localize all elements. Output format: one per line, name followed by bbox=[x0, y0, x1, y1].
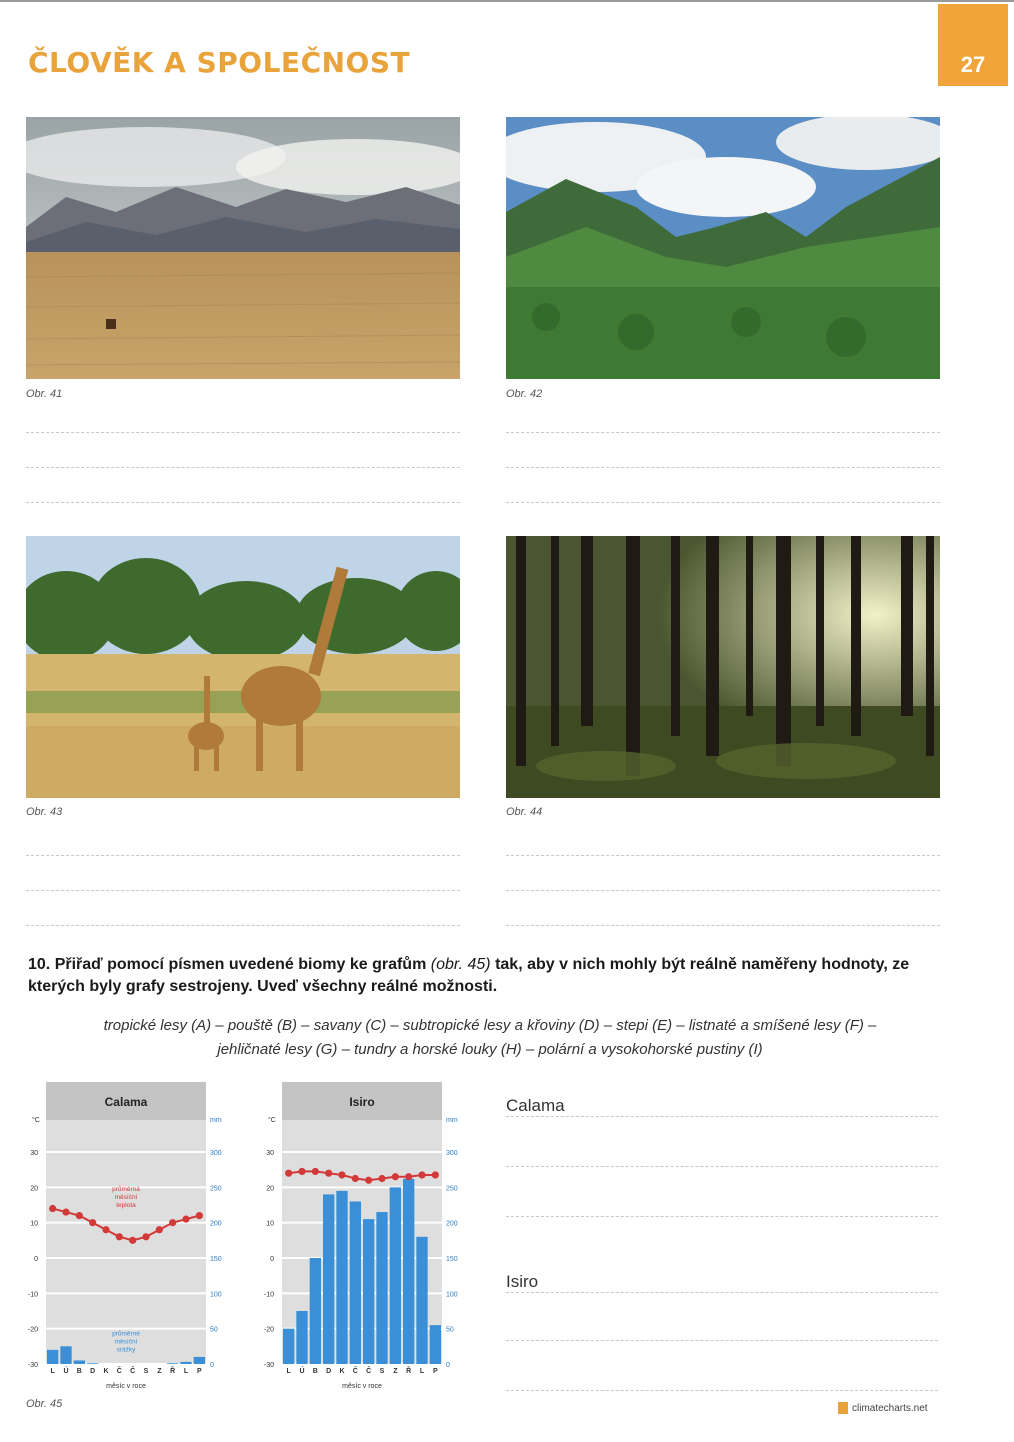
answer-line[interactable] bbox=[506, 855, 940, 856]
month-tick-label: Ř bbox=[170, 1368, 176, 1375]
month-tick-label: Č bbox=[366, 1368, 372, 1375]
temperature-point bbox=[352, 1175, 359, 1182]
precip-bar bbox=[180, 1362, 191, 1364]
month-tick-label: Ú bbox=[299, 1368, 305, 1375]
temperature-point bbox=[62, 1208, 69, 1215]
climatecharts-logo-icon bbox=[838, 1402, 848, 1414]
temp-tick-label: -30 bbox=[263, 1362, 274, 1369]
precip-tick-label: 300 bbox=[210, 1150, 222, 1157]
answer-line[interactable] bbox=[506, 1216, 938, 1217]
precipitation-series-label: průměrné bbox=[112, 1330, 140, 1338]
precip-bar bbox=[430, 1325, 441, 1364]
precip-bar bbox=[350, 1201, 361, 1364]
chart-title: Isiro bbox=[349, 1095, 375, 1109]
month-tick-label: K bbox=[103, 1368, 109, 1375]
answer-line[interactable] bbox=[26, 467, 460, 468]
precip-bar bbox=[60, 1346, 71, 1364]
task-figure-reference: (obr. 45) bbox=[430, 956, 491, 973]
answer-line[interactable] bbox=[26, 890, 460, 891]
temperature-point bbox=[378, 1175, 385, 1182]
precip-bar bbox=[194, 1357, 205, 1364]
precip-tick-label: 100 bbox=[446, 1291, 458, 1299]
climate-chart-svg bbox=[262, 1080, 470, 1396]
source-credit bbox=[838, 1402, 928, 1414]
temperature-point bbox=[116, 1233, 123, 1240]
precip-bar bbox=[310, 1258, 321, 1364]
precip-bar bbox=[390, 1187, 401, 1364]
precipitation-series-label: měsíční bbox=[114, 1338, 138, 1346]
task-10-instruction bbox=[28, 954, 948, 998]
answer-line[interactable] bbox=[26, 432, 460, 433]
precip-tick-label: 50 bbox=[210, 1326, 218, 1334]
biome-list-line: jehličnaté lesy (G) – tundry a horské louky (H) – polární a vysokohorské pustiny (I) bbox=[217, 1041, 763, 1058]
precip-tick-label: 0 bbox=[210, 1362, 214, 1369]
answer-line[interactable] bbox=[506, 925, 940, 926]
temperature-point bbox=[298, 1168, 305, 1175]
answer-line[interactable] bbox=[26, 502, 460, 503]
temp-tick-label: 30 bbox=[30, 1150, 38, 1157]
month-tick-label: Č bbox=[352, 1368, 358, 1375]
photo-caption: Obr. 42 bbox=[506, 388, 543, 400]
answer-line[interactable] bbox=[506, 432, 940, 433]
x-axis-label: měsíc v roce bbox=[106, 1383, 146, 1390]
temp-tick-label: 0 bbox=[270, 1256, 274, 1263]
precip-bar bbox=[87, 1363, 98, 1364]
answer-label-isiro: Isiro bbox=[506, 1272, 539, 1291]
precip-bar bbox=[323, 1194, 334, 1364]
temp-unit-label: °C bbox=[32, 1117, 40, 1124]
precip-tick-label: 300 bbox=[446, 1150, 458, 1157]
month-tick-label: D bbox=[326, 1368, 332, 1375]
temperature-series-label: měsíční bbox=[114, 1193, 138, 1201]
month-tick-label: L bbox=[50, 1368, 55, 1375]
temperature-series-label: průměrná bbox=[112, 1185, 140, 1193]
month-tick-label: L bbox=[183, 1368, 189, 1375]
month-tick-label: Č bbox=[130, 1368, 136, 1375]
answer-line[interactable] bbox=[506, 1292, 938, 1293]
precip-bar bbox=[167, 1363, 178, 1364]
precip-tick-label: 200 bbox=[446, 1220, 458, 1228]
month-tick-label: Ř bbox=[406, 1368, 412, 1375]
temperature-point bbox=[49, 1205, 56, 1212]
temp-unit-label: °C bbox=[268, 1117, 276, 1124]
temperature-point bbox=[432, 1171, 439, 1178]
precipitation-series-label: srážky bbox=[116, 1346, 136, 1354]
temperature-point bbox=[76, 1212, 83, 1219]
answer-label-calama: Calama bbox=[506, 1096, 565, 1115]
month-tick-label: Z bbox=[393, 1368, 398, 1375]
answer-line[interactable] bbox=[26, 925, 460, 926]
precip-bar bbox=[376, 1212, 387, 1364]
precip-bar bbox=[283, 1329, 294, 1364]
task-text: 10. Přiřaď pomocí písmen uvedené biomy ke grafům bbox=[28, 956, 427, 973]
month-tick-label: Z bbox=[157, 1368, 162, 1375]
figure-caption: Obr. 45 bbox=[26, 1398, 63, 1410]
temperature-point bbox=[418, 1171, 425, 1178]
biome-list-line: tropické lesy (A) – pouště (B) – savany (C) – subtropické lesy a křoviny (D) – stepi (E) – listnaté a smíšené lesy (F) – bbox=[103, 1017, 877, 1034]
precip-tick-label: 100 bbox=[210, 1291, 222, 1299]
month-tick-label: S bbox=[143, 1368, 149, 1375]
temperature-point bbox=[325, 1170, 332, 1177]
precip-unit-label: mm bbox=[210, 1117, 222, 1124]
precip-bar bbox=[336, 1191, 347, 1364]
temperature-point bbox=[89, 1219, 96, 1226]
answer-line[interactable] bbox=[506, 890, 940, 891]
month-tick-label: Č bbox=[116, 1368, 122, 1375]
temp-tick-label: -20 bbox=[263, 1326, 274, 1334]
task-text-rest: tak, aby v nich mohly být reálně naměřeny hodnoty, ze kterých byly grafy sestrojeny. Uveď všechny reálné možnosti. bbox=[28, 956, 910, 995]
precip-tick-label: 250 bbox=[210, 1185, 222, 1193]
precip-tick-label: 150 bbox=[210, 1256, 222, 1263]
temperature-point bbox=[405, 1173, 412, 1180]
climate-chart-isiro bbox=[262, 1080, 470, 1396]
photo-caption: Obr. 44 bbox=[506, 806, 543, 818]
precip-tick-label: 250 bbox=[446, 1185, 458, 1193]
temperature-point bbox=[312, 1168, 319, 1175]
photo-caption: Obr. 43 bbox=[26, 806, 63, 818]
photo-steppe bbox=[26, 117, 460, 379]
month-tick-label: B bbox=[312, 1368, 318, 1375]
temperature-point bbox=[142, 1233, 149, 1240]
temp-tick-label: 30 bbox=[266, 1150, 274, 1157]
temperature-point bbox=[129, 1237, 136, 1244]
temp-tick-label: 0 bbox=[34, 1256, 38, 1263]
temperature-point bbox=[102, 1226, 109, 1233]
month-tick-label: P bbox=[432, 1368, 438, 1375]
answer-line[interactable] bbox=[506, 1340, 938, 1341]
temp-tick-label: -30 bbox=[27, 1362, 38, 1369]
answer-line[interactable] bbox=[26, 855, 460, 856]
month-tick-label: S bbox=[379, 1368, 385, 1375]
month-tick-label: K bbox=[339, 1368, 345, 1375]
answer-line[interactable] bbox=[506, 1390, 938, 1391]
precip-bar bbox=[416, 1237, 427, 1364]
precip-tick-label: 0 bbox=[446, 1362, 450, 1369]
temperature-point bbox=[338, 1171, 345, 1178]
temp-tick-label: 20 bbox=[266, 1185, 274, 1193]
temp-tick-label: 10 bbox=[266, 1220, 274, 1228]
temp-tick-label: -10 bbox=[27, 1291, 38, 1299]
temp-tick-label: 10 bbox=[30, 1220, 38, 1228]
top-rule bbox=[0, 0, 1014, 2]
month-tick-label: L bbox=[419, 1368, 425, 1375]
climate-chart-svg bbox=[26, 1080, 234, 1396]
page-title: ČLOVĚK A SPOLEČNOST bbox=[28, 46, 411, 79]
photo-savanna bbox=[26, 536, 460, 798]
temp-tick-label: -10 bbox=[263, 1291, 274, 1299]
month-tick-label: P bbox=[196, 1368, 202, 1375]
precip-bar bbox=[74, 1360, 85, 1364]
temp-tick-label: 20 bbox=[30, 1185, 38, 1193]
photo-caption: Obr. 41 bbox=[26, 388, 63, 400]
answer-line[interactable] bbox=[506, 1166, 938, 1167]
temperature-point bbox=[196, 1212, 203, 1219]
precip-bar bbox=[296, 1311, 307, 1364]
answer-line[interactable] bbox=[506, 467, 940, 468]
photo-valley bbox=[506, 117, 940, 379]
answer-line[interactable] bbox=[506, 502, 940, 503]
precip-tick-label: 150 bbox=[446, 1256, 458, 1263]
month-tick-label: Ú bbox=[63, 1368, 69, 1375]
precip-tick-label: 50 bbox=[446, 1326, 454, 1334]
month-tick-label: L bbox=[286, 1368, 291, 1375]
precip-bar bbox=[363, 1219, 374, 1364]
page-number-badge: 27 bbox=[938, 4, 1008, 86]
month-tick-label: B bbox=[76, 1368, 82, 1375]
month-tick-label: D bbox=[90, 1368, 96, 1375]
precip-unit-label: mm bbox=[446, 1117, 458, 1124]
temp-tick-label: -20 bbox=[27, 1326, 38, 1334]
climate-chart-calama bbox=[26, 1080, 234, 1396]
chart-plot-area bbox=[46, 1120, 206, 1364]
temperature-point bbox=[365, 1177, 372, 1184]
biome-list bbox=[40, 1014, 940, 1062]
precip-bar bbox=[47, 1350, 58, 1364]
chart-title: Calama bbox=[104, 1095, 148, 1109]
temperature-point bbox=[392, 1173, 399, 1180]
x-axis-label: měsíc v roce bbox=[342, 1383, 382, 1390]
precip-bar bbox=[403, 1179, 414, 1364]
temperature-point bbox=[169, 1219, 176, 1226]
temperature-point bbox=[285, 1170, 292, 1177]
temperature-point bbox=[156, 1226, 163, 1233]
photo-forest bbox=[506, 536, 940, 798]
source-credit-text: climatecharts.net bbox=[852, 1402, 928, 1414]
precip-tick-label: 200 bbox=[210, 1220, 222, 1228]
temperature-point bbox=[182, 1216, 189, 1223]
answer-line[interactable] bbox=[506, 1116, 938, 1117]
temperature-series-label: teplota bbox=[116, 1201, 136, 1209]
